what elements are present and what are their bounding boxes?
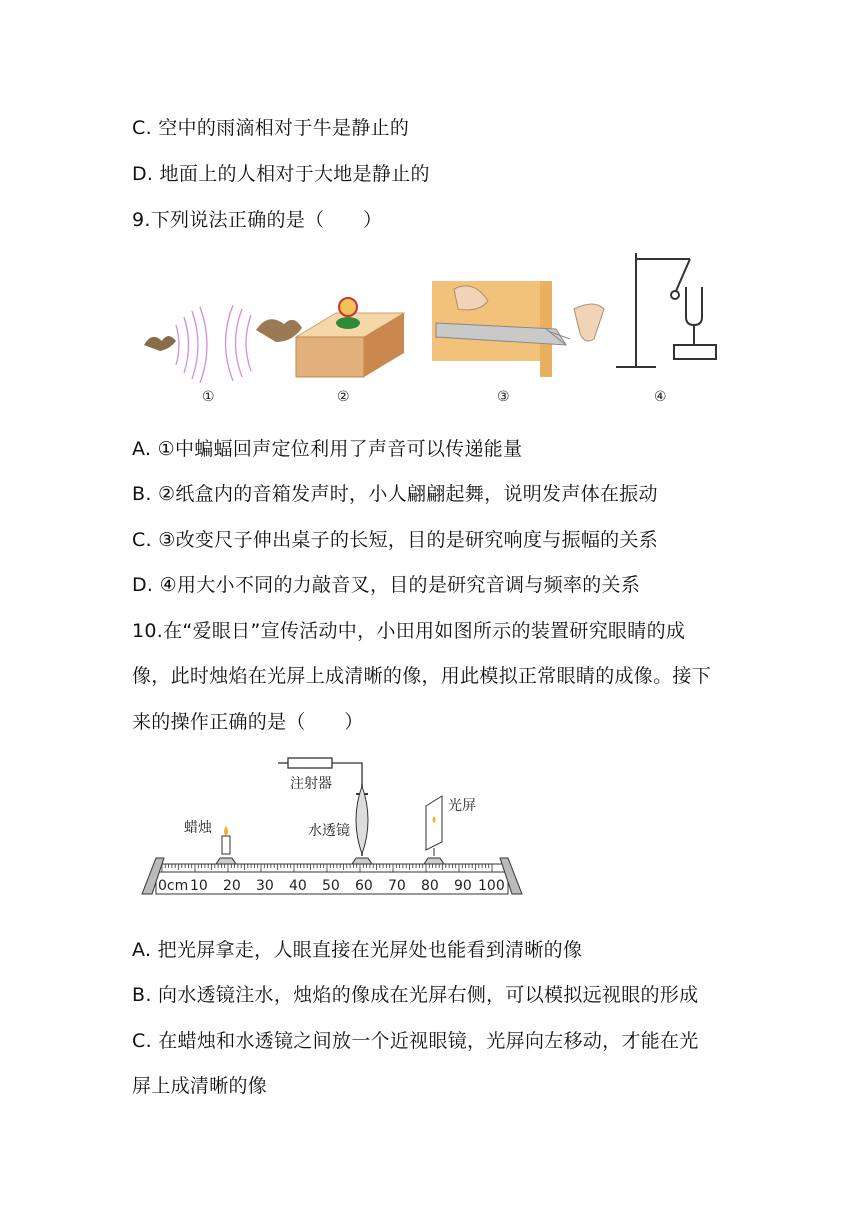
tick-label: 50 <box>322 878 340 894</box>
q9-option-b: B. ②纸盒内的音箱发声时，小人翩翩起舞，说明发声体在振动 <box>132 483 658 505</box>
q10-option-c-cont: 屏上成清晰的像 <box>132 1075 268 1097</box>
tick-label: 0cm <box>158 878 189 894</box>
figure-label-2: ② <box>337 389 350 405</box>
q10-option-b: B. 向水透镜注水，烛焰的像成在光屏右侧，可以模拟远视眼的形成 <box>132 984 699 1006</box>
bat-echo-figure <box>144 305 302 383</box>
syringe-label: 注射器 <box>290 776 332 792</box>
q9-option-a: A. ①中蝙蝠回声定位利用了声音可以传递能量 <box>132 438 523 460</box>
candle-label: 蜡烛 <box>184 820 212 836</box>
tick-label: 90 <box>454 878 472 894</box>
q9-stem: 9.下列说法正确的是（ ） <box>132 209 383 231</box>
figure-label-3: ③ <box>497 389 510 405</box>
tick-label: 60 <box>355 878 373 894</box>
tick-label: 70 <box>388 878 406 894</box>
tick-label: 80 <box>421 878 439 894</box>
q9-figure <box>136 245 736 415</box>
tick-label: 30 <box>256 878 274 894</box>
speaker-box-figure <box>296 298 404 377</box>
q10-optical-bench-figure <box>136 750 536 900</box>
q10-stem-line-1: 10.在“爱眼日”宣传活动中，小田用如图所示的装置研究眼睛的成 <box>132 620 686 642</box>
tick-label: 100 <box>478 878 505 894</box>
screen-label: 光屏 <box>448 798 476 814</box>
lens-label: 水透镜 <box>308 823 350 839</box>
q10-stem-line-3: 来的操作正确的是（ ） <box>132 711 364 733</box>
q10-stem-line-2: 像，此时烛焰在光屏上成清晰的像，用此模拟正常眼睛的成像。接下 <box>132 665 712 687</box>
q9-option-d: D. ④用大小不同的力敲音叉，目的是研究音调与频率的关系 <box>132 574 641 596</box>
figure-label-1: ① <box>202 389 215 405</box>
q10-option-c: C. 在蜡烛和水透镜之间放一个近视眼镜，光屏向左移动，才能在光 <box>132 1030 699 1052</box>
figure-label-4: ④ <box>654 389 667 405</box>
q10-option-a: A. 把光屏拿走，人眼直接在光屏处也能看到清晰的像 <box>132 939 583 961</box>
ruler-table-figure <box>432 281 604 377</box>
option-c-prev: C. 空中的雨滴相对于牛是静止的 <box>132 117 410 139</box>
light-screen-icon <box>424 796 444 864</box>
tick-label: 10 <box>190 878 208 894</box>
tuning-fork-figure <box>616 253 716 367</box>
option-d-prev: D. 地面上的人相对于大地是静止的 <box>132 163 430 185</box>
candle-icon <box>216 826 236 864</box>
water-lens-icon <box>352 784 372 864</box>
tick-label: 20 <box>223 878 241 894</box>
tick-label: 40 <box>289 878 307 894</box>
q9-option-c: C. ③改变尺子伸出桌子的长短，目的是研究响度与振幅的关系 <box>132 529 659 551</box>
